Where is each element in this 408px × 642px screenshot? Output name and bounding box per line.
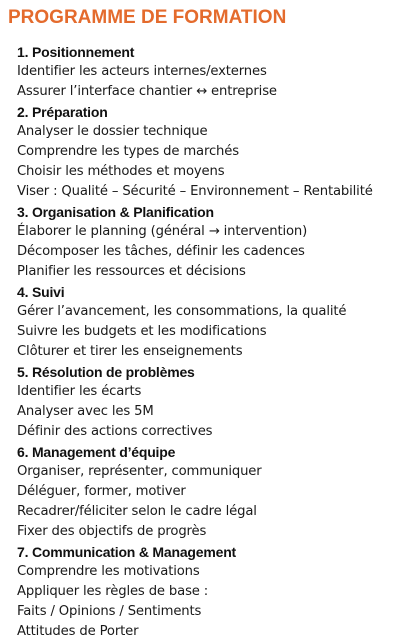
section-item: Appliquer les règles de base : [17, 584, 209, 599]
section-item: Recadrer/féliciter selon le cadre légal [17, 504, 257, 519]
section-item: Analyser avec les 5M [17, 404, 154, 419]
section-item: Attitudes de Porter [17, 624, 139, 639]
page-title: PROGRAMME DE FORMATION [8, 7, 287, 28]
section-heading: 3. Organisation & Planification [17, 204, 214, 220]
section-item: Assurer l’interface chantier ↔ entreprise [17, 84, 277, 99]
section-preparation [17, 102, 408, 202]
section-item: Comprendre les types de marchés [17, 144, 239, 159]
section-item: Identifier les écarts [17, 384, 142, 399]
section-heading: 6. Management d’équipe [17, 444, 176, 460]
section-item: Gérer l’avancement, les consommations, la qualité [17, 304, 347, 319]
section-item: Déléguer, former, motiver [17, 484, 186, 499]
section-suivi [17, 282, 408, 362]
section-item: Planifier les ressources et décisions [17, 264, 246, 279]
section-communication-management [17, 542, 408, 642]
section-item: Décomposer les tâches, définir les cadences [17, 244, 305, 259]
programme-content [17, 42, 408, 642]
section-organisation-planification [17, 202, 408, 282]
section-management-equipe [17, 442, 408, 542]
section-item: Suivre les budgets et les modifications [17, 324, 267, 339]
section-item: Organiser, représenter, communiquer [17, 464, 262, 479]
section-heading: 5. Résolution de problèmes [17, 364, 195, 380]
section-item: Analyser le dossier technique [17, 124, 208, 139]
section-item: Identifier les acteurs internes/externes [17, 64, 267, 79]
section-positionnement [17, 42, 408, 102]
section-heading: 7. Communication & Management [17, 544, 237, 560]
section-item: Clôturer et tirer les enseignements [17, 344, 243, 359]
section-item: Viser : Qualité – Sécurité – Environnement – Rentabilité [17, 184, 373, 199]
section-item: Élaborer le planning (général → intervention) [17, 224, 308, 239]
section-item: Fixer des objectifs de progrès [17, 524, 207, 539]
section-heading: 4. Suivi [17, 284, 65, 300]
section-heading: 2. Préparation [17, 104, 108, 120]
section-resolution-problemes [17, 362, 408, 442]
section-heading: 1. Positionnement [17, 44, 135, 60]
section-item: Définir des actions correctives [17, 424, 213, 439]
section-item: Faits / Opinions / Sentiments [17, 604, 202, 619]
section-item: Choisir les méthodes et moyens [17, 164, 225, 179]
section-item: Comprendre les motivations [17, 564, 200, 579]
